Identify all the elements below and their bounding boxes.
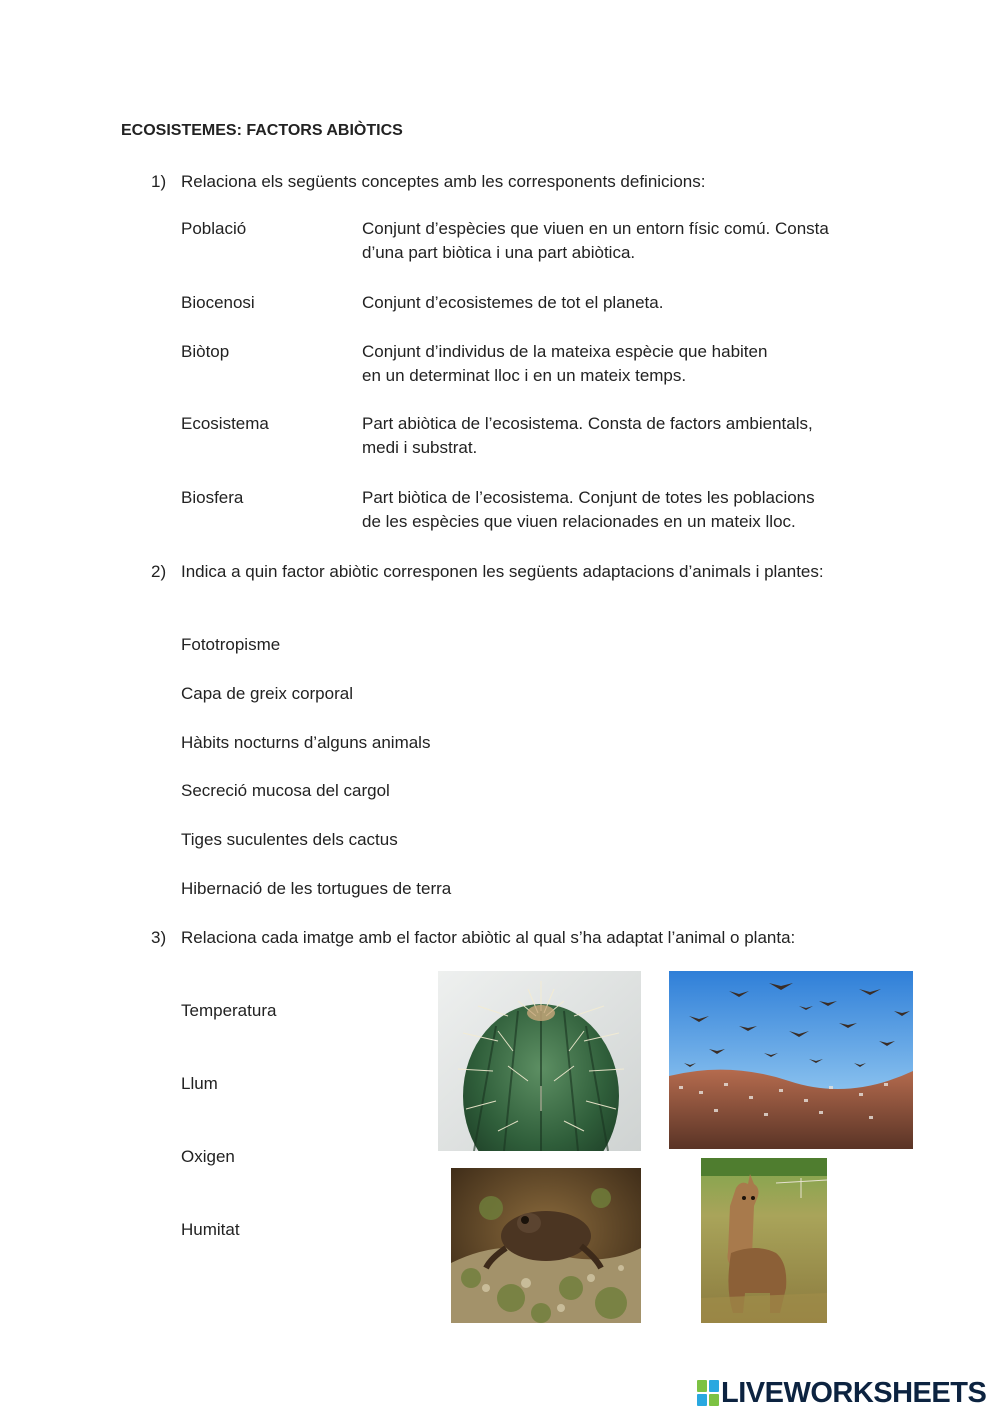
adaptation-item: Capa de greix corporal [181, 684, 353, 703]
adaptation-item: Tiges suculentes dels cactus [181, 830, 398, 849]
definition-line: medi i substrat. [362, 438, 478, 457]
concept-poblacio[interactable]: Població [181, 219, 247, 238]
definition-line: Conjunt d’ecosistemes de tot el planeta. [362, 293, 664, 312]
adaptation-item: Hàbits nocturns d’alguns animals [181, 733, 431, 752]
migrating-birds-photo[interactable] [669, 971, 913, 1149]
concept-biosfera[interactable]: Biosfera [181, 488, 244, 507]
q2-number: 2) [151, 562, 167, 581]
definition-3[interactable] [362, 340, 882, 388]
concept-ecosistema[interactable]: Ecosistema [181, 414, 269, 433]
factor-oxigen[interactable]: Oxigen [181, 1147, 235, 1166]
factor-humitat[interactable]: Humitat [181, 1220, 240, 1239]
logo-mark-icon [697, 1380, 719, 1406]
factor-temperatura[interactable]: Temperatura [181, 1001, 277, 1020]
definition-4[interactable] [362, 412, 882, 460]
q1-number: 1) [151, 172, 167, 191]
concept-biotop[interactable]: Biòtop [181, 342, 230, 361]
definition-line: d’una part biòtica i una part abiòtica. [362, 243, 636, 262]
cactus-photo[interactable] [438, 971, 641, 1151]
definition-2[interactable] [362, 291, 882, 315]
q3-text: Relaciona cada imatge amb el factor abiòtic al qual s’ha adaptat l’animal o planta: [181, 928, 796, 947]
liveworksheets-logo [697, 1376, 993, 1410]
definition-line: Conjunt d’espècies que viuen en un entorn físic comú. Consta [362, 219, 829, 238]
factor-llum[interactable]: Llum [181, 1074, 218, 1093]
adaptation-item: Hibernació de les tortugues de terra [181, 879, 452, 898]
definition-line: de les espècies que viuen relacionades en un mateix lloc. [362, 512, 796, 531]
logo-text: LIVEWORKSHEETS [721, 1377, 987, 1409]
q3-number: 3) [151, 928, 167, 947]
definition-line: Part abiòtica de l’ecosistema. Consta de factors ambientals, [362, 414, 813, 433]
definition-line: en un determinat lloc i en un mateix temps. [362, 366, 687, 385]
definition-1[interactable] [362, 217, 882, 265]
q2-text: Indica a quin factor abiòtic corresponen les següents adaptacions d’animals i plantes: [181, 562, 824, 581]
definition-line: Part biòtica de l’ecosistema. Conjunt de totes les poblacions [362, 488, 815, 507]
q1-text: Relaciona els següents conceptes amb les corresponents definicions: [181, 172, 706, 191]
adaptation-item: Fototropisme [181, 635, 281, 654]
concept-biocenosi[interactable]: Biocenosi [181, 293, 255, 312]
definition-5[interactable] [362, 486, 882, 534]
llama-photo[interactable] [701, 1158, 827, 1323]
page-title: ECOSISTEMES: FACTORS ABIÒTICS [121, 122, 403, 139]
frog-photo[interactable] [451, 1168, 641, 1323]
adaptation-item: Secreció mucosa del cargol [181, 781, 390, 800]
definition-line: Conjunt d’individus de la mateixa espècie que habiten [362, 342, 768, 361]
